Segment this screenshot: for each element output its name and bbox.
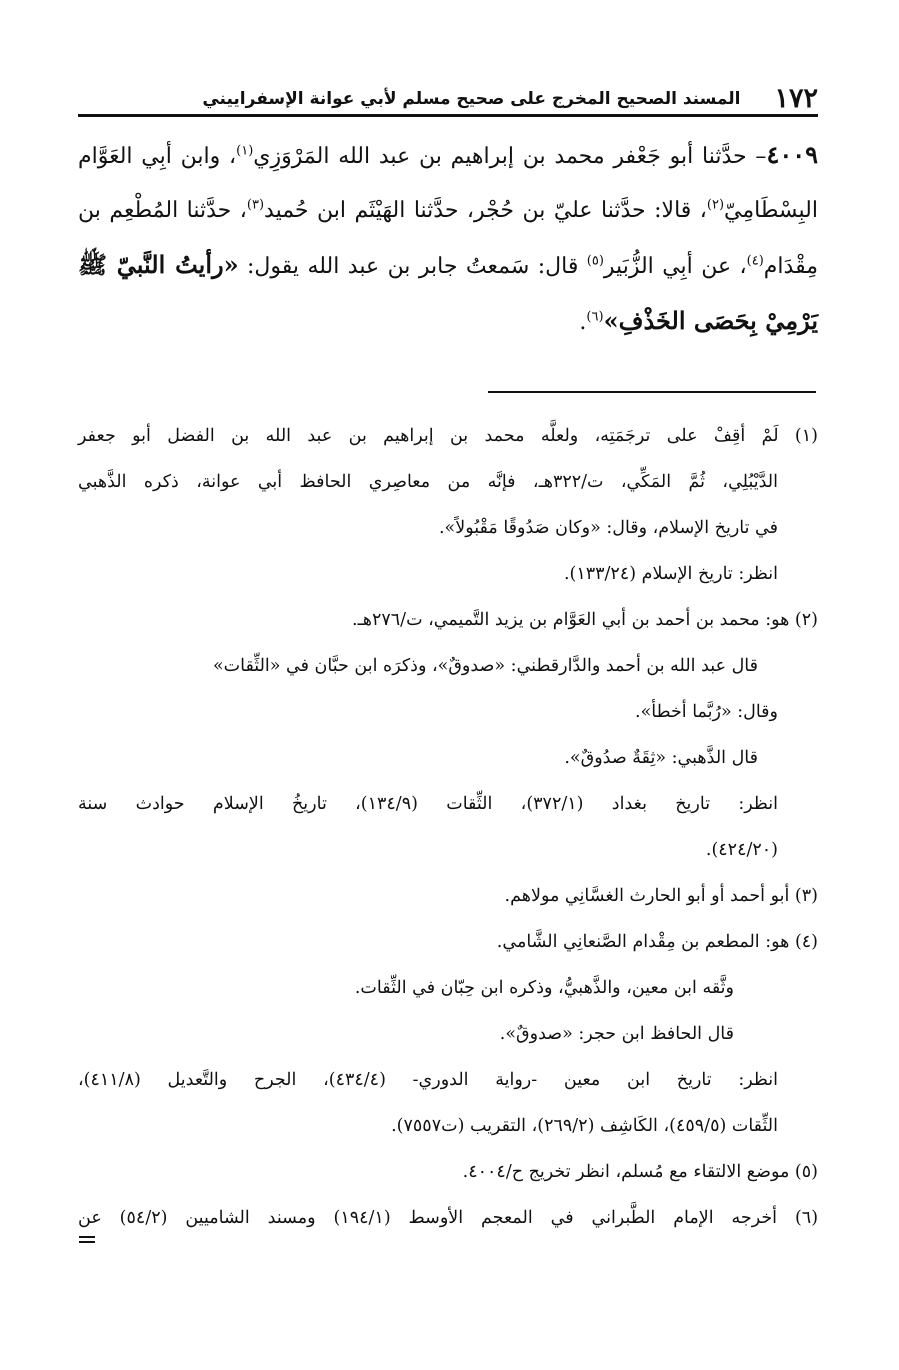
isnad-line-4a: جابر بن عبد الله يقول: — [238, 254, 458, 279]
footnote-2 — [78, 597, 818, 873]
footnote-line: (٢) هو: محمد بن أحمد بن أبي العَوَّام بن يزيد التَّميمي، ت/٢٧٦هـ. — [352, 610, 818, 630]
footnote-line: انظر: تاريخ الإسلام (١٣٣/٢٤). — [563, 564, 778, 584]
footnote-line: (٣) أبو أحمد أو أبو الحارث الغسَّانِي مولاهم. — [504, 886, 818, 906]
hadith-number: ٤٠٠٩ — [766, 140, 818, 169]
isnad-line-2b: ، قالا: حدَّثنا عليّ بن حُجْر، حدَّثنا الهَيْثَم — [354, 198, 707, 223]
footnote-4 — [78, 919, 818, 1149]
isnad-line-2a: وابن أبِي العَوَّام البِسْطَامِيّ — [78, 144, 818, 223]
footnotes — [78, 413, 818, 1241]
isnad-line-3a: ابن حُميد — [264, 198, 346, 223]
footnote-line: انظر: تاريخ بغداد (٣٧٢/١)، الثِّقات (١٣٤/٩)، تاريخُ الإسلام حوادث سنة — [78, 794, 778, 814]
footnote-ref-6[interactable]: (٦) — [586, 309, 604, 325]
footnote-6 — [78, 1195, 818, 1241]
footnote-line: (٤٢٤/٢٠). — [705, 840, 778, 860]
footnote-ref-2[interactable]: (٢) — [706, 197, 725, 213]
running-title: المسند الصحيح المخرج على صحيح مسلم لأبي عوانة الإسفراييني — [202, 89, 741, 109]
hadith-text — [78, 128, 818, 350]
continuation-mark — [79, 1236, 95, 1243]
isnad-line-3b: ، حدَّثنا المُطْعِم بن مِقْدَام — [78, 198, 818, 279]
page-number: ١٧٢ — [774, 83, 818, 114]
footnote-line: (٤) هو: المطعم بن مِقْدام الصَّنعانِي الشَّامي. — [496, 932, 818, 952]
footnote-divider — [488, 391, 816, 393]
footnote-line: (١) لَمْ أقِفْ على ترجَمَتِه، ولعلَّه محمد بن إبراهيم بن عبد الله بن الفضل أبو جعفر — [78, 426, 818, 446]
hadith-matn: «رأيتُ النَّبيّ ﷺ يَرْمِيْ بِحَصَى الخَذْفِ» — [78, 250, 818, 335]
footnote-line: (٦) أخرجه الإمام الطَّبراني في المعجم الأوسط (١٩٤/١) ومسند الشاميين (٥٤/٢) عن — [78, 1208, 819, 1228]
footnote-ref-5[interactable]: (٥) — [586, 253, 604, 269]
punctuation: . — [579, 310, 587, 335]
footnote-line: الدَّيْبُلِي، ثُمَّ المَكِّي، ت/٣٢٢هـ، فإنَّه من معاصِري الحافظ أبي عوانة، ذكره الذَّهبي — [78, 472, 778, 492]
footnote-line: الثِّقات (٤٥٩/٥)، الكَاشِف (٢٦٩/٢)، التقريب (ت٧٥٥٧). — [391, 1116, 778, 1136]
isnad-line-1: – حدَّثنا أبو جَعْفر محمد بن إبراهيم بن عبد الله المَرْوَزِي — [253, 144, 767, 169]
punctuation: ، — [229, 144, 237, 169]
footnote-3 — [78, 873, 818, 919]
footnote-line: انظر: تاريخ ابن معين -رواية الدوري- (٤٣٤/٤)، الجرح والتَّعديل (٤١١/٨)، — [78, 1070, 778, 1090]
footnote-line: وثَّقه ابن معين، والذَّهبيُّ، وذكره ابن حِبّان في الثِّقات. — [354, 978, 734, 998]
isnad-line-3c: ، عن أبِي الزُّبَير — [603, 254, 747, 279]
footnote-ref-3[interactable]: (٣) — [246, 197, 265, 213]
page-header — [78, 80, 818, 117]
footnote-line: وقال: «رُبَّما أخطأ». — [635, 702, 778, 722]
footnote-line: في تاريخ الإسلام، وقال: «وكان صَدُوقًا مَقْبُولاً». — [438, 518, 778, 538]
footnote-line: قال عبد الله بن أحمد والدَّارقطني: «صدوقٌ»، وذكرَه ابن حبَّان في «الثِّقات» — [212, 656, 758, 676]
footnote-line: قال الذَّهبي: «ثِقَةٌ صدُوقٌ». — [564, 748, 758, 768]
footnote-ref-1[interactable]: (١) — [236, 143, 254, 159]
footnote-5 — [78, 1149, 818, 1195]
footnote-1 — [78, 413, 818, 597]
footnote-ref-4[interactable]: (٤) — [746, 253, 764, 269]
footnote-line: (٥) موضع الالتقاء مع مُسلم، انظر تخريج ح/٤٠٠٤. — [462, 1162, 818, 1182]
isnad-line-3d: قال: سَمعتُ — [465, 254, 587, 279]
footnote-line: قال الحافظ ابن حجر: «صدوقٌ». — [499, 1024, 734, 1044]
